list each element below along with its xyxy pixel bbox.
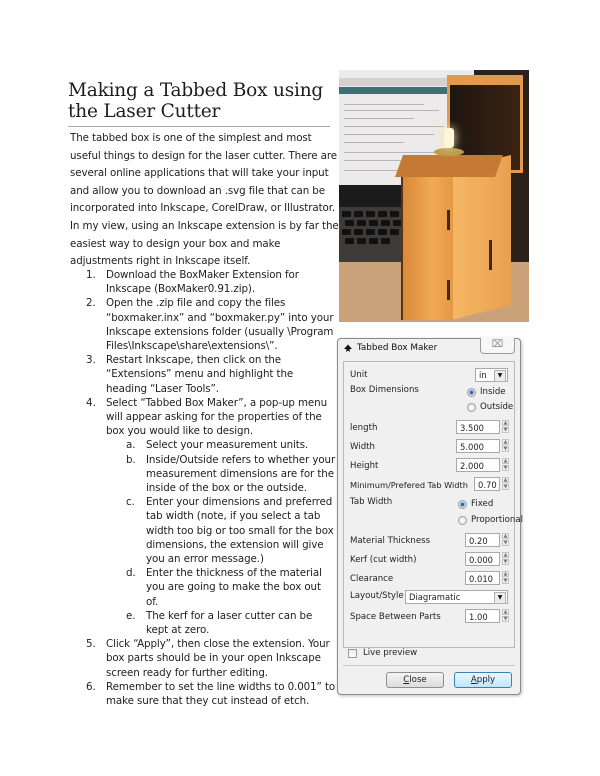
spin-arrows <box>502 571 509 586</box>
material-thickness-spinbox[interactable] <box>465 533 508 548</box>
close-button[interactable] <box>386 672 444 688</box>
key <box>357 238 366 244</box>
substep-letter: d. <box>126 567 136 580</box>
substep-letter: b. <box>126 453 136 466</box>
substep-item <box>106 609 336 637</box>
screen-text-line <box>344 110 439 111</box>
key <box>378 229 387 235</box>
close-window-button[interactable] <box>480 338 515 354</box>
height-spinbox[interactable] <box>456 458 508 473</box>
spin-down-icon[interactable]: ▼ <box>503 427 508 433</box>
clearance-label: Clearance <box>350 574 394 584</box>
spin-up-icon[interactable]: ▲ <box>503 477 508 483</box>
key <box>366 229 375 235</box>
layout-style-value: Diagramatic <box>409 592 461 602</box>
substep-letter: c. <box>126 496 135 509</box>
spin-arrows <box>502 552 509 567</box>
bulb-base <box>434 148 464 156</box>
apply-button[interactable] <box>454 672 512 688</box>
tabbed-box-photo <box>339 70 529 322</box>
height-row <box>350 458 508 474</box>
height-input[interactable]: 2.000 <box>456 458 500 472</box>
key <box>390 229 399 235</box>
spin-down-icon[interactable]: ▼ <box>503 446 508 452</box>
tab-slot <box>447 210 450 230</box>
dropdown-arrow-icon: ▼ <box>494 592 506 604</box>
apply-label: pply <box>476 675 496 685</box>
key <box>357 220 366 226</box>
step-text: Select “Tabbed Box Maker”, a pop-up menu will appear asking for the properties of the box you would like to design. <box>106 396 327 438</box>
radio-outside-label: Outside <box>480 402 514 412</box>
screen-text-line <box>344 152 442 153</box>
box-front-panel <box>401 170 453 320</box>
step-number: 5. <box>86 638 96 651</box>
kerf-input[interactable]: 0.000 <box>465 552 500 566</box>
key <box>381 220 390 226</box>
tab-width-mode-label: Tab Width <box>350 497 393 507</box>
step-number: 4. <box>86 396 96 409</box>
radio-fixed-label: Fixed <box>471 499 494 509</box>
kerf-label: Kerf (cut width) <box>350 555 417 565</box>
length-row <box>350 420 508 436</box>
substep-text: Enter the thickness of the material you are going to make the box out of. <box>146 567 322 608</box>
screen-text-line <box>344 118 414 119</box>
tab-width-spinbox[interactable] <box>474 477 508 492</box>
step-item <box>86 680 336 708</box>
step-item <box>86 637 336 680</box>
inkscape-icon <box>343 344 353 354</box>
clearance-spinbox[interactable] <box>465 571 508 586</box>
substep-text: Select your measurement units. <box>146 439 309 452</box>
width-input[interactable]: 5.000 <box>456 439 500 453</box>
substep-letter: a. <box>126 439 136 452</box>
unit-label: Unit <box>350 370 368 380</box>
substep-text: Enter your dimensions and preferred tab width (note, if you select a tab width too big or too small for the box dimensions, the extension will give you an error message.) <box>146 496 334 566</box>
spin-down-icon[interactable]: ▼ <box>503 616 508 622</box>
spin-arrows <box>502 533 509 548</box>
light-bulb <box>444 128 454 148</box>
step-text: Remember to set the line widths to 0.001” to make sure that they cut instead of etch. <box>106 680 336 708</box>
material-thickness-label: Material Thickness <box>350 536 431 546</box>
laptop-keyboard <box>339 207 409 262</box>
step-number: 2. <box>86 297 96 310</box>
spin-arrows <box>502 609 509 624</box>
key <box>381 238 390 244</box>
substep-letter: e. <box>126 609 136 622</box>
dialog-parameters-panel <box>343 361 523 648</box>
width-spinbox[interactable] <box>456 439 508 454</box>
substep-item <box>106 495 336 566</box>
step-item <box>86 396 336 637</box>
key <box>378 211 387 217</box>
tab-width-mode-row <box>350 496 523 528</box>
spin-down-icon[interactable]: ▼ <box>503 465 508 471</box>
spin-up-icon[interactable]: ▲ <box>503 571 508 577</box>
substeps-list <box>106 438 336 637</box>
apply-mnemonic: A <box>470 675 477 685</box>
tab-slot <box>489 240 492 270</box>
step-text: Open the .zip file and copy the files “boxmaker.inx” and “boxmaker.py” into your Inkscape extensions folder (usually \Program Files\Inkscape\share\extensions\”. <box>106 297 334 353</box>
spin-down-icon[interactable]: ▼ <box>503 578 508 584</box>
spin-arrows <box>502 477 509 492</box>
step-text: Click “Apply”, then close the extension. Your box parts should be in your open Inkscape screen ready for further editing. <box>106 638 330 679</box>
key <box>354 211 363 217</box>
tab-width-row <box>350 477 508 493</box>
steps-list <box>86 268 336 708</box>
tabbed-box-maker-dialog <box>337 338 521 695</box>
key <box>390 211 399 217</box>
space-between-parts-row <box>350 609 508 625</box>
width-row <box>350 439 508 455</box>
layout-style-label: Layout/Style <box>350 591 404 601</box>
key <box>342 211 351 217</box>
tab-width-input[interactable]: 0.70 <box>474 477 500 491</box>
spin-up-icon[interactable]: ▲ <box>503 420 508 426</box>
close-mnemonic: C <box>403 675 410 685</box>
radio-unselected-icon <box>467 403 476 412</box>
unit-value: in <box>479 370 487 380</box>
box-top-panel <box>395 155 503 177</box>
unit-select[interactable] <box>475 368 508 382</box>
screen-text-line <box>344 126 444 127</box>
spin-up-icon[interactable]: ▲ <box>503 533 508 539</box>
box-dimensions-row <box>350 384 514 416</box>
radio-selected-icon <box>467 388 476 397</box>
step-item <box>86 296 336 353</box>
tab-slot <box>447 280 450 300</box>
material-thickness-input[interactable]: 0.20 <box>465 533 500 547</box>
dropdown-arrow-icon: ▼ <box>494 370 506 382</box>
clearance-input[interactable]: 0.010 <box>465 571 500 585</box>
live-preview-checkbox[interactable] <box>348 649 357 658</box>
live-preview-label: Live preview <box>363 648 418 658</box>
clearance-row <box>350 571 508 587</box>
tab-width-label: Minimum/Prefered Tab Width <box>350 480 468 490</box>
close-label: lose <box>409 675 427 685</box>
spin-up-icon[interactable]: ▲ <box>503 439 508 445</box>
step-item <box>86 353 336 396</box>
close-icon: ⌧ <box>491 339 504 350</box>
step-text: Restart Inkscape, then click on the “Extensions” menu and highlight the heading “Laser Tools”. <box>106 354 294 395</box>
spin-down-icon[interactable]: ▼ <box>503 559 508 565</box>
length-spinbox[interactable] <box>456 420 508 435</box>
unit-row <box>350 367 508 383</box>
page-title: Making a Tabbed Box using the Laser Cutter <box>68 80 330 127</box>
material-thickness-row <box>350 533 508 549</box>
step-number: 3. <box>86 354 96 367</box>
substep-text: The kerf for a laser cutter can be kept at zero. <box>146 609 313 637</box>
spin-arrows <box>502 458 509 473</box>
kerf-row <box>350 552 508 568</box>
length-input[interactable]: 3.500 <box>456 420 500 434</box>
key <box>369 220 378 226</box>
key <box>345 238 354 244</box>
step-number: 6. <box>86 680 96 693</box>
radio-unselected-icon <box>458 516 467 525</box>
substep-item <box>106 453 336 496</box>
space-between-parts-spinbox[interactable] <box>465 609 508 624</box>
spin-down-icon[interactable]: ▼ <box>503 484 508 490</box>
layout-style-row <box>350 590 508 606</box>
key <box>366 211 375 217</box>
radio-selected-icon <box>458 500 467 509</box>
radio-proportional-label: Proportional <box>471 515 523 525</box>
spin-up-icon[interactable]: ▲ <box>503 458 508 464</box>
intro-paragraph: The tabbed box is one of the simplest and most useful things to design for the laser cutter. There are several online applications that will take your input and allow you to download an .svg file that can be incorporated into Inkscape, CorelDraw, or Illustrator. In my view, using an Inkscape extension is by far the easiest way to design your box and make adjustments right in Inkscape itself. <box>70 132 339 268</box>
box-dimensions-label: Box Dimensions <box>350 385 419 395</box>
spin-up-icon[interactable]: ▲ <box>503 552 508 558</box>
dialog-titlebar[interactable] <box>338 339 520 359</box>
footer-divider <box>343 665 515 666</box>
width-label: Width <box>350 442 375 452</box>
space-between-parts-label: Space Between Parts <box>350 612 441 622</box>
key <box>345 220 354 226</box>
screen-text-line <box>344 142 404 143</box>
radio-inside-label: Inside <box>480 387 506 397</box>
layout-style-select[interactable] <box>405 590 508 604</box>
substep-text: Inside/Outside refers to whether your measurement dimensions are for the inside of the box or the outside. <box>146 453 336 495</box>
step-text: Download the BoxMaker Extension for Inkscape (BoxMaker0.91.zip). <box>106 269 299 296</box>
spin-up-icon[interactable]: ▲ <box>503 609 508 615</box>
screen-text-line <box>344 104 424 105</box>
spin-arrows <box>502 420 509 435</box>
key <box>354 229 363 235</box>
spin-arrows <box>502 439 509 454</box>
kerf-spinbox[interactable] <box>465 552 508 567</box>
screen-text-line <box>344 134 434 135</box>
step-item <box>86 268 336 296</box>
spin-down-icon[interactable]: ▼ <box>503 540 508 546</box>
substep-item <box>106 566 336 609</box>
box-side-panel <box>451 155 511 320</box>
height-label: Height <box>350 461 379 471</box>
substep-item <box>106 438 336 452</box>
length-label: length <box>350 423 378 433</box>
dialog-title: Tabbed Box Maker <box>357 343 438 353</box>
step-number: 1. <box>86 269 96 281</box>
key <box>369 238 378 244</box>
key <box>342 229 351 235</box>
space-between-parts-input[interactable]: 1.00 <box>465 609 500 623</box>
